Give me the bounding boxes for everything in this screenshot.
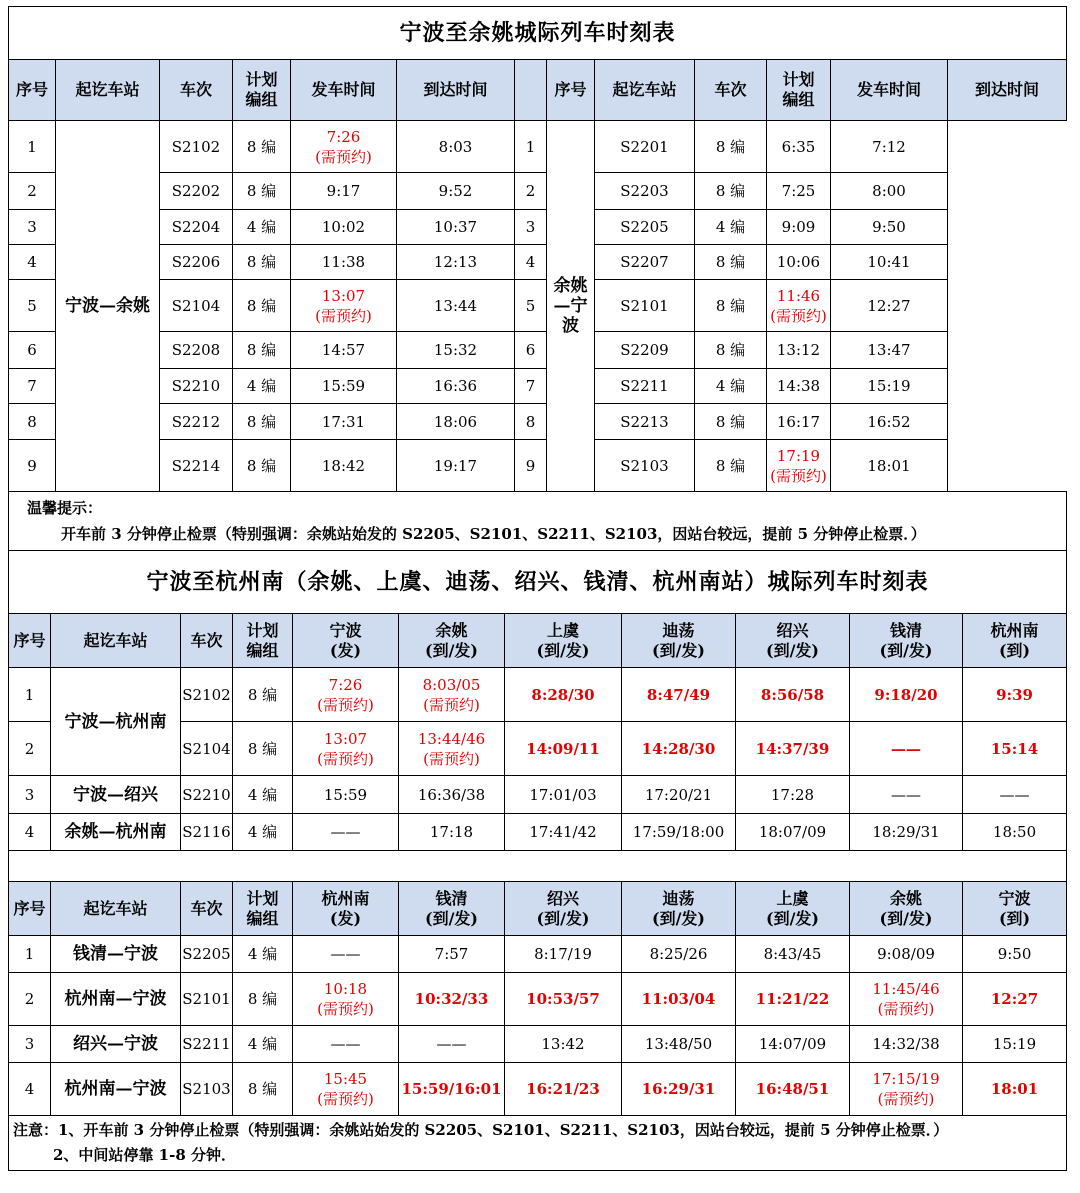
station-time: 15:59 [293, 776, 399, 814]
departure-time: 17:31 [291, 404, 397, 440]
car-formation: 8 编 [695, 280, 767, 332]
train-no: S2202 [160, 173, 233, 210]
train-no: S2210 [181, 776, 233, 814]
station-time: 18:50 [963, 814, 1067, 851]
table-row [9, 173, 1067, 210]
row-no: 5 [9, 280, 56, 332]
station-time: 8:25/26 [622, 936, 736, 973]
car-formation: 4 编 [233, 776, 293, 814]
arrival-time: 16:36 [397, 369, 515, 404]
departure-time: 6:35 [767, 121, 831, 173]
row-no: 4 [9, 814, 51, 851]
timetable-sheet [8, 6, 1066, 1171]
header-cell: 计划 编组 [233, 614, 293, 668]
header-cell: 序号 [9, 614, 51, 668]
train-no: S2208 [160, 332, 233, 369]
car-formation: 8 编 [695, 440, 767, 492]
station-time: 10:53/57 [505, 973, 622, 1026]
table2-header-row [9, 614, 1067, 668]
car-formation: 4 编 [233, 369, 291, 404]
train-no: S2103 [181, 1063, 233, 1116]
header-cell: 钱清 (到/发) [399, 882, 505, 936]
station-time: 9:39 [963, 668, 1067, 722]
header-cell: 序号 [9, 882, 51, 936]
car-formation: 8 编 [233, 722, 293, 776]
station-time [399, 668, 505, 722]
arrival-time: 18:06 [397, 404, 515, 440]
train-no: S2206 [160, 245, 233, 280]
route-yuyao-ningbo: 余姚—宁波 [547, 121, 595, 492]
station-time: 16:21/23 [505, 1063, 622, 1116]
car-formation: 4 编 [233, 814, 293, 851]
table-row [9, 245, 1067, 280]
station-time: 12:27 [963, 973, 1067, 1026]
train-no: S2104 [160, 280, 233, 332]
car-formation: 8 编 [695, 245, 767, 280]
station-time: 16:48/51 [736, 1063, 850, 1116]
arrival-time: 19:17 [397, 440, 515, 492]
station-time: 13:48/50 [622, 1026, 736, 1063]
row-no: 2 [9, 973, 51, 1026]
arrival-time: 8:00 [831, 173, 948, 210]
arrival-time: 10:37 [397, 210, 515, 245]
departure-time: 18:42 [291, 440, 397, 492]
reservation-note: (需预约) [315, 306, 372, 325]
arrival-time: 7:12 [831, 121, 948, 173]
table-row [9, 280, 1067, 332]
table-row [9, 1026, 1067, 1063]
table2-spacer [9, 851, 1067, 882]
car-formation: 8 编 [233, 668, 293, 722]
station-time: 18:07/09 [736, 814, 850, 851]
header-cell: 起讫车站 [51, 614, 181, 668]
station-time: 14:32/38 [850, 1026, 963, 1063]
car-formation: 8 编 [233, 973, 293, 1026]
train-no: S2201 [595, 121, 695, 173]
table2-header-row [9, 882, 1067, 936]
station-time: 9:08/09 [850, 936, 963, 973]
station-time: —— [293, 936, 399, 973]
table-row [9, 936, 1067, 973]
note-line-1: 注意：1、开车前 3 分钟停止检票（特别强调：余姚站始发的 S2205、S2101、S2211、S2103，因站台较远，提前 5 分钟停止检票．） [13, 1121, 949, 1139]
row-no: 7 [9, 369, 56, 404]
station-time: 18:29/31 [850, 814, 963, 851]
reservation-note: (需预约) [423, 695, 480, 714]
reservation-note: (需预约) [317, 1090, 374, 1108]
station-time: 14:37/39 [736, 722, 850, 776]
train-no: S2102 [181, 668, 233, 722]
route-name: 钱清—宁波 [51, 936, 181, 973]
table-row [9, 404, 1067, 440]
arrival-time: 18:01 [831, 440, 948, 492]
row-no: 7 [515, 369, 547, 404]
table1-header-row [9, 60, 1067, 121]
row-no: 5 [515, 280, 547, 332]
station-time: 8:47/49 [622, 668, 736, 722]
header-no: 序号 [9, 60, 56, 121]
station-time [850, 1063, 963, 1116]
route-name: 宁波—杭州南 [51, 668, 181, 776]
train-no: S2204 [160, 210, 233, 245]
header-train: 车次 [695, 60, 767, 121]
row-no: 3 [515, 210, 547, 245]
table-row [9, 121, 1067, 173]
train-no: S2211 [595, 369, 695, 404]
departure-time [767, 440, 831, 492]
row-no: 3 [9, 776, 51, 814]
reservation-note: (需预约) [877, 1090, 935, 1108]
reservation-note: (需预约) [423, 749, 480, 768]
time-value: 8:03/05 [422, 675, 481, 694]
station-time: —— [963, 776, 1067, 814]
departure-time: 16:17 [767, 404, 831, 440]
station-time: 17:20/21 [622, 776, 736, 814]
row-no: 8 [9, 404, 56, 440]
car-formation: 8 编 [233, 121, 291, 173]
header-route: 起讫车站 [56, 60, 160, 121]
station-time: 17:59/18:00 [622, 814, 736, 851]
station-time: 10:32/33 [399, 973, 505, 1026]
departure-time [291, 121, 397, 173]
row-no: 1 [515, 121, 547, 173]
ningbo-yuyao-timetable [8, 6, 1067, 551]
header-cell: 宁波 (到) [963, 882, 1067, 936]
header-cell: 余姚 (到/发) [399, 614, 505, 668]
reservation-note: (需预约) [315, 147, 372, 166]
station-time: 7:57 [399, 936, 505, 973]
row-no: 2 [9, 722, 51, 776]
row-no: 4 [515, 245, 547, 280]
station-time: 8:17/19 [505, 936, 622, 973]
station-time: 14:28/30 [622, 722, 736, 776]
train-no: S2101 [595, 280, 695, 332]
car-formation: 8 编 [233, 1063, 293, 1116]
train-no: S2102 [160, 121, 233, 173]
train-no: S2101 [181, 973, 233, 1026]
header-arr: 到达时间 [948, 60, 1067, 121]
car-formation: 8 编 [695, 173, 767, 210]
header-no: 序号 [547, 60, 595, 121]
arrival-time: 9:52 [397, 173, 515, 210]
car-formation: 4 编 [695, 369, 767, 404]
arrival-time: 10:41 [831, 245, 948, 280]
row-no: 1 [9, 121, 56, 173]
reservation-note: (需预约) [317, 749, 374, 768]
header-cell: 上虞 (到/发) [736, 882, 850, 936]
header-cell: 杭州南 (发) [293, 882, 399, 936]
row-no: 1 [9, 936, 51, 973]
reservation-note: (需预约) [317, 1000, 374, 1018]
arrival-time: 9:50 [831, 210, 948, 245]
route-name: 余姚—杭州南 [51, 814, 181, 851]
car-formation: 8 编 [233, 280, 291, 332]
route-name: 杭州南—宁波 [51, 973, 181, 1026]
station-time [293, 1063, 399, 1116]
reservation-note: (需预约) [770, 466, 827, 485]
header-train: 车次 [160, 60, 233, 121]
car-formation: 8 编 [233, 440, 291, 492]
header-arr: 到达时间 [397, 60, 515, 121]
ningbo-hangzhounan-timetable [8, 550, 1067, 1171]
train-no: S2103 [595, 440, 695, 492]
car-formation: 4 编 [233, 936, 293, 973]
train-no: S2205 [595, 210, 695, 245]
header-cell: 绍兴 (到/发) [505, 882, 622, 936]
table-row [9, 1063, 1067, 1116]
car-formation: 8 编 [233, 173, 291, 210]
row-no: 1 [9, 668, 51, 722]
header-cell: 绍兴 (到/发) [736, 614, 850, 668]
station-time: 18:01 [963, 1063, 1067, 1116]
departure-time: 11:38 [291, 245, 397, 280]
departure-time: 10:06 [767, 245, 831, 280]
time-value: 11:46 [776, 286, 821, 305]
train-no: S2116 [181, 814, 233, 851]
car-formation: 4 编 [695, 210, 767, 245]
departure-time [291, 280, 397, 332]
time-value: 7:26 [328, 675, 363, 694]
arrival-time: 13:44 [397, 280, 515, 332]
station-time: —— [850, 722, 963, 776]
tip-row [9, 492, 1067, 551]
train-no: S2211 [181, 1026, 233, 1063]
table1-title: 宁波至余姚城际列车时刻表 [9, 7, 1067, 60]
table-row [9, 369, 1067, 404]
car-formation: 4 编 [233, 210, 291, 245]
row-no: 9 [9, 440, 56, 492]
arrival-time: 13:47 [831, 332, 948, 369]
train-no: S2214 [160, 440, 233, 492]
header-cell: 钱清 (到/发) [850, 614, 963, 668]
table-row [9, 973, 1067, 1026]
train-no: S2205 [181, 936, 233, 973]
row-no: 3 [9, 210, 56, 245]
row-no: 3 [9, 1026, 51, 1063]
car-formation: 8 编 [233, 404, 291, 440]
arrival-time: 12:13 [397, 245, 515, 280]
station-time: 8:56/58 [736, 668, 850, 722]
time-value: 11:45/46 [872, 980, 940, 998]
departure-time: 14:38 [767, 369, 831, 404]
station-time: —— [850, 776, 963, 814]
header-cell: 车次 [181, 882, 233, 936]
row-no: 2 [9, 173, 56, 210]
station-time: 15:59/16:01 [399, 1063, 505, 1116]
header-cell: 杭州南 (到) [963, 614, 1067, 668]
reservation-note: (需预约) [317, 695, 374, 714]
route-name: 杭州南—宁波 [51, 1063, 181, 1116]
row-no: 8 [515, 404, 547, 440]
time-value: 13:07 [323, 729, 368, 748]
departure-time: 13:12 [767, 332, 831, 369]
time-value: 10:18 [323, 980, 368, 998]
car-formation: 8 编 [233, 245, 291, 280]
station-time: 14:09/11 [505, 722, 622, 776]
header-cell: 迪荡 (到/发) [622, 614, 736, 668]
departure-time [767, 280, 831, 332]
row-no: 2 [515, 173, 547, 210]
station-time: 9:50 [963, 936, 1067, 973]
header-dep: 发车时间 [291, 60, 397, 121]
train-no: S2104 [181, 722, 233, 776]
train-no: S2210 [160, 369, 233, 404]
car-formation: 8 编 [695, 404, 767, 440]
station-time [293, 668, 399, 722]
header-route: 起讫车站 [595, 60, 695, 121]
table-row [9, 814, 1067, 851]
station-time: 11:21/22 [736, 973, 850, 1026]
station-time: 13:42 [505, 1026, 622, 1063]
arrival-time: 8:03 [397, 121, 515, 173]
station-time: 14:07/09 [736, 1026, 850, 1063]
station-time: 15:19 [963, 1026, 1067, 1063]
table2-title: 宁波至杭州南（余姚、上虞、迪荡、绍兴、钱清、杭州南站）城际列车时刻表 [9, 551, 1067, 614]
station-time: 15:14 [963, 722, 1067, 776]
car-formation: 8 编 [695, 121, 767, 173]
time-value: 7:26 [326, 127, 361, 146]
arrival-time: 12:27 [831, 280, 948, 332]
station-time: 17:41/42 [505, 814, 622, 851]
time-value: 13:44/46 [417, 729, 486, 748]
route-name: 绍兴—宁波 [51, 1026, 181, 1063]
station-time: 16:29/31 [622, 1063, 736, 1116]
header-dep: 发车时间 [831, 60, 948, 121]
table-row [9, 776, 1067, 814]
departure-time: 14:57 [291, 332, 397, 369]
station-time: 17:18 [399, 814, 505, 851]
station-time: 17:28 [736, 776, 850, 814]
arrival-time: 15:19 [831, 369, 948, 404]
time-value: 17:15/19 [872, 1070, 940, 1088]
station-time: —— [293, 814, 399, 851]
station-time [399, 722, 505, 776]
reservation-note: (需预约) [877, 1000, 935, 1018]
car-formation: 8 编 [233, 332, 291, 369]
station-time: 8:28/30 [505, 668, 622, 722]
departure-time: 7:25 [767, 173, 831, 210]
departure-time: 9:17 [291, 173, 397, 210]
car-formation: 8 编 [695, 332, 767, 369]
row-no: 4 [9, 245, 56, 280]
train-no: S2203 [595, 173, 695, 210]
time-value: 15:45 [323, 1070, 368, 1088]
time-value: 17:19 [776, 446, 821, 465]
train-no: S2209 [595, 332, 695, 369]
station-time [293, 973, 399, 1026]
departure-time: 15:59 [291, 369, 397, 404]
route-name: 宁波—绍兴 [51, 776, 181, 814]
row-no: 4 [9, 1063, 51, 1116]
station-time: 9:18/20 [850, 668, 963, 722]
station-time: 16:36/38 [399, 776, 505, 814]
departure-time: 10:02 [291, 210, 397, 245]
table-row [9, 668, 1067, 722]
header-cell: 计划 编组 [233, 882, 293, 936]
header-cell: 上虞 (到/发) [505, 614, 622, 668]
tip-title: 温馨提示： [27, 499, 103, 517]
route-ningbo-yuyao: 宁波—余姚 [56, 121, 160, 492]
arrival-time: 16:52 [831, 404, 948, 440]
note-row [9, 1116, 1067, 1171]
car-formation: 4 编 [233, 1026, 293, 1063]
header-cell: 宁波 (发) [293, 614, 399, 668]
station-time: 8:43/45 [736, 936, 850, 973]
header-cell: 车次 [181, 614, 233, 668]
station-time: 11:03/04 [622, 973, 736, 1026]
note-line-2: 2、中间站停靠 1-8 分钟． [53, 1146, 236, 1164]
departure-time: 9:09 [767, 210, 831, 245]
station-time [850, 973, 963, 1026]
table1-separator [515, 60, 547, 121]
station-time: —— [399, 1026, 505, 1063]
row-no: 6 [9, 332, 56, 369]
station-time [293, 722, 399, 776]
train-no: S2212 [160, 404, 233, 440]
table-row [9, 440, 1067, 492]
table-row [9, 332, 1067, 369]
reservation-note: (需预约) [770, 306, 827, 325]
arrival-time: 15:32 [397, 332, 515, 369]
station-time: 17:01/03 [505, 776, 622, 814]
train-no: S2207 [595, 245, 695, 280]
tip-text: 开车前 3 分钟停止检票（特别强调：余姚站始发的 S2205、S2101、S2211、S2103，因站台较远，提前 5 分钟停止检票．） [61, 525, 926, 543]
row-no: 6 [515, 332, 547, 369]
header-cell: 余姚 (到/发) [850, 882, 963, 936]
train-no: S2213 [595, 404, 695, 440]
header-cell: 起讫车站 [51, 882, 181, 936]
time-value: 13:07 [321, 286, 366, 305]
header-cell: 迪荡 (到/发) [622, 882, 736, 936]
station-time: —— [293, 1026, 399, 1063]
row-no: 9 [515, 440, 547, 492]
table-row [9, 210, 1067, 245]
header-cars: 计划 编组 [767, 60, 831, 121]
header-cars: 计划 编组 [233, 60, 291, 121]
